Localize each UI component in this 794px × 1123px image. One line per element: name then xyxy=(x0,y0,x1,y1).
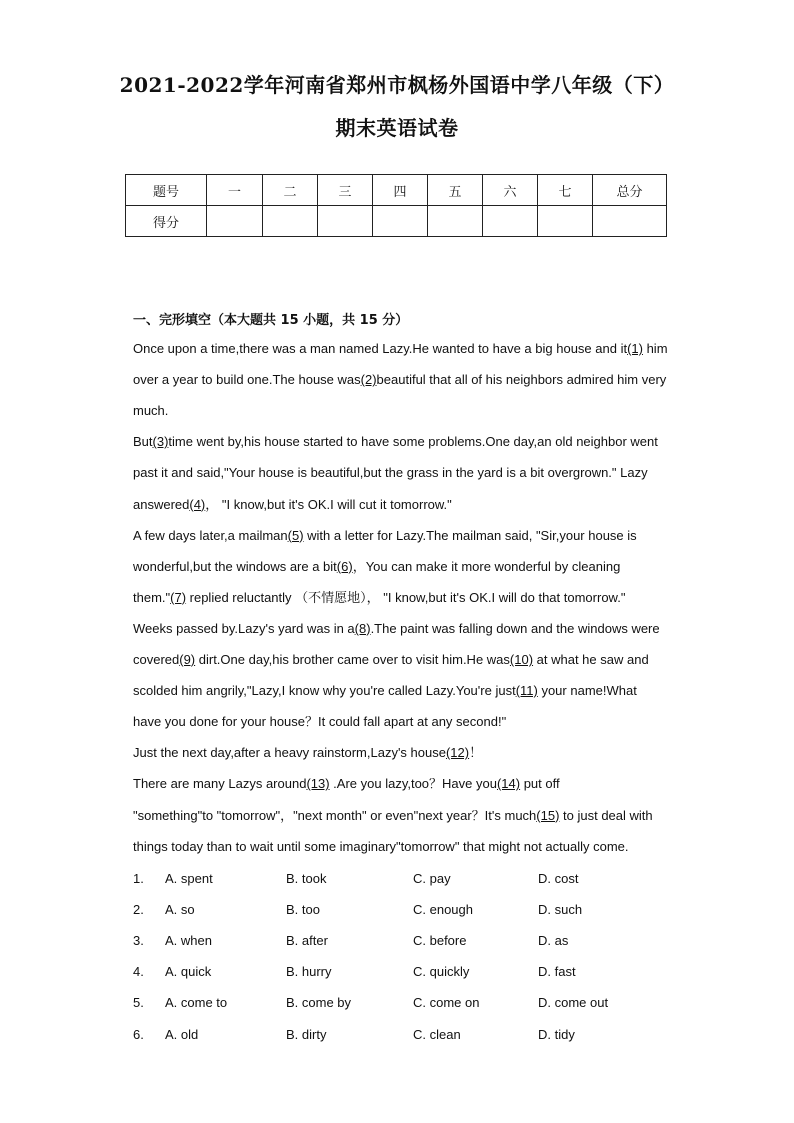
passage-line xyxy=(133,800,673,831)
passage-text: him xyxy=(642,341,668,356)
question-number: 2. xyxy=(133,902,144,918)
question-row xyxy=(133,933,673,953)
passage-text: wonderful,but the windows are a bit xyxy=(133,558,337,574)
score-header-cell: 题号 xyxy=(126,175,207,206)
passage-text: Just the next day,after a heavy rainstorm,Lazy's house xyxy=(133,745,446,761)
score-header-cell: 七 xyxy=(538,175,593,206)
score-row-label: 得分 xyxy=(126,206,207,237)
score-cell[interactable] xyxy=(373,206,428,237)
cloze-blank[interactable]: (9) xyxy=(179,652,196,667)
question-number: 1. xyxy=(133,871,144,886)
cloze-blank[interactable]: (3) xyxy=(152,434,169,450)
score-cell[interactable] xyxy=(318,206,373,237)
passage-text: Once upon a time,there was a man named Lazy.He wanted to have a big house and it xyxy=(133,341,628,356)
passage-text: past it and said,"Your house is beautiful,but the grass in the yard is a bit overgrown." Lazy xyxy=(133,465,648,481)
question-number: 3. xyxy=(133,933,144,949)
passage-text: over a year to build one.The house was xyxy=(133,372,361,388)
passage-text: your name!What xyxy=(537,683,637,699)
passage-text: covered xyxy=(133,652,180,667)
question-number: 5. xyxy=(133,995,144,1011)
passage-text: .Are you lazy,too？Have you xyxy=(329,776,497,792)
cloze-blank[interactable]: (5) xyxy=(287,527,304,543)
cloze-blank[interactable]: (4) xyxy=(189,496,206,512)
passage-text: with a letter for Lazy.The mailman said, "Sir,your house is xyxy=(303,527,637,543)
passage-text: much. xyxy=(133,403,169,419)
option-d[interactable]: D. as xyxy=(538,933,569,949)
passage-text: have you done for your house？It could fall apart at any second!" xyxy=(133,714,507,730)
option-d[interactable]: D. fast xyxy=(538,964,576,980)
cloze-blank[interactable]: (14) xyxy=(496,776,521,792)
passage-text: time went by,his house started to have some problems.One day,an old neighbor went xyxy=(168,434,658,450)
passage-text: But xyxy=(133,434,153,450)
passage-line xyxy=(133,395,673,426)
passage-text: them." xyxy=(133,589,171,605)
passage-line xyxy=(133,489,673,520)
passage-line xyxy=(133,675,673,706)
question-number: 4. xyxy=(133,964,144,980)
option-a[interactable]: A. so xyxy=(165,902,195,918)
passage-line xyxy=(133,737,673,768)
exam-title-line2: 期末英语试卷 xyxy=(335,116,459,140)
score-header-cell: 五 xyxy=(428,175,483,206)
option-b[interactable]: B. took xyxy=(286,871,327,886)
score-table-header-row xyxy=(126,175,667,206)
passage-text: Weeks passed by.Lazy's yard was in a xyxy=(133,620,355,636)
score-header-cell: 二 xyxy=(263,175,318,206)
score-header-cell: 总分 xyxy=(593,175,667,206)
option-a[interactable]: A. quick xyxy=(165,964,212,980)
option-d[interactable]: D. such xyxy=(538,902,583,918)
passage-text: put off xyxy=(520,776,560,792)
cloze-blank[interactable]: (1) xyxy=(627,341,643,356)
score-header-cell: 六 xyxy=(483,175,538,206)
option-b[interactable]: B. after xyxy=(286,933,328,949)
passage-text: .The paint was falling down and the windows were xyxy=(370,620,660,636)
score-header-cell: 四 xyxy=(373,175,428,206)
option-a[interactable]: A. come to xyxy=(165,995,228,1011)
passage-line xyxy=(133,706,673,737)
score-header-cell: 三 xyxy=(318,175,373,206)
option-a[interactable]: A. when xyxy=(165,933,212,949)
score-header-cell: 一 xyxy=(207,175,263,206)
question-number: 6. xyxy=(133,1026,144,1042)
passage-line xyxy=(133,520,673,551)
passage-text: A few days later,a mailman xyxy=(133,527,288,543)
passage-text: ， "I know,but it's OK.I will cut it tomorrow." xyxy=(205,496,452,512)
option-a[interactable]: A. old xyxy=(165,1026,199,1042)
cloze-blank[interactable]: (13) xyxy=(306,776,330,792)
question-row xyxy=(133,964,673,984)
option-b[interactable]: B. hurry xyxy=(286,964,332,980)
score-table xyxy=(125,174,667,237)
option-b[interactable]: B. too xyxy=(286,902,320,918)
passage-line xyxy=(133,644,673,675)
option-d[interactable]: D. cost xyxy=(538,871,579,886)
passage-text: There are many Lazys around xyxy=(133,776,307,792)
passage-text: ！ xyxy=(469,745,483,761)
passage-text: dirt.One day,his brother came over to visit him.He was xyxy=(195,652,510,667)
passage-line xyxy=(133,582,673,613)
cloze-blank[interactable]: (15) xyxy=(536,807,560,823)
option-c[interactable]: C. quickly xyxy=(413,964,470,980)
score-cell[interactable] xyxy=(207,206,263,237)
question-row xyxy=(133,871,673,891)
passage-text: "something"to "tomorrow"，"next month" or even"next year？It's much xyxy=(133,807,537,823)
passage-line xyxy=(133,333,673,364)
option-c[interactable]: C. enough xyxy=(413,902,473,918)
score-cell[interactable] xyxy=(593,206,667,237)
exam-title-line1: 2021-2022学年河南省郑州市枫杨外国语中学八年级（下） xyxy=(119,73,675,97)
score-table-score-row xyxy=(126,206,667,237)
passage-line xyxy=(133,768,673,799)
passage-text: things today than to wait until some imaginary"tomorrow" that might not actually come. xyxy=(133,838,629,854)
option-b[interactable]: B. come by xyxy=(286,995,352,1011)
option-c[interactable]: C. pay xyxy=(413,871,451,886)
option-a[interactable]: A. spent xyxy=(165,871,213,886)
score-cell[interactable] xyxy=(428,206,483,237)
cloze-blank[interactable]: (8) xyxy=(354,620,371,636)
section-heading: 一、完形填空（本大题共 15 小题，共 15 分） xyxy=(133,313,409,328)
passage-line xyxy=(133,426,673,457)
cloze-blank[interactable]: (2) xyxy=(360,372,377,388)
option-d[interactable]: D. tidy xyxy=(538,1026,575,1042)
option-c[interactable]: C. before xyxy=(413,933,467,949)
passage-text: beautiful that all of his neighbors admired him very xyxy=(376,372,667,388)
passage-line xyxy=(133,613,673,644)
option-c[interactable]: C. clean xyxy=(413,1026,461,1042)
option-b[interactable]: B. dirty xyxy=(286,1026,327,1042)
option-c[interactable]: C. come on xyxy=(413,995,480,1011)
passage-text: replied reluctantly （不情愿地）， "I know,but it's OK.I will do that tomorrow." xyxy=(186,589,626,605)
passage-text: ，You can make it more wonderful by cleaning xyxy=(352,558,621,574)
cloze-blank[interactable]: (7) xyxy=(170,589,187,605)
option-d[interactable]: D. come out xyxy=(538,995,609,1011)
score-cell[interactable] xyxy=(263,206,318,237)
passage-line xyxy=(133,551,673,582)
question-row xyxy=(133,1027,673,1047)
passage-line xyxy=(133,831,673,862)
passage-text: at what he saw and xyxy=(533,652,649,667)
score-cell[interactable] xyxy=(483,206,538,237)
passage-line xyxy=(133,457,673,488)
cloze-blank[interactable]: (12) xyxy=(445,745,470,761)
question-row xyxy=(133,995,673,1015)
score-cell[interactable] xyxy=(538,206,593,237)
question-row xyxy=(133,902,673,922)
cloze-blank[interactable]: (11) xyxy=(515,683,538,699)
passage-text: to just deal with xyxy=(559,807,653,823)
passage-line xyxy=(133,364,673,395)
cloze-blank[interactable]: (6) xyxy=(336,558,353,574)
cloze-blank[interactable]: (10) xyxy=(509,652,534,667)
passage-text: answered xyxy=(133,496,190,512)
passage-text: scolded him angrily,"Lazy,I know why you're called Lazy.You're just xyxy=(133,683,516,699)
